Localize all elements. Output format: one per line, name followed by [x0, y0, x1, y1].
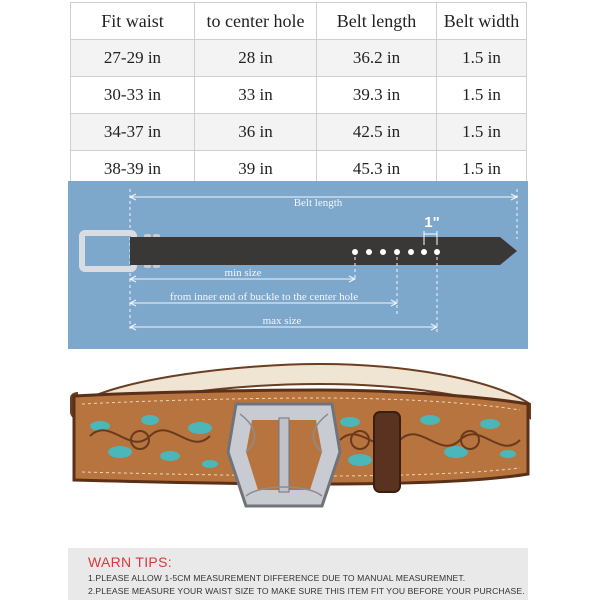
- max-size-label: max size: [262, 315, 302, 327]
- warn-tip-1: 1.PLEASE ALLOW 1-5CM MEASUREMENT DIFFERENCE DUE TO MANUAL MEASUREMNET.: [88, 573, 466, 583]
- cell-belt-width: 1.5 in: [437, 114, 527, 151]
- cell-belt-length: 42.5 in: [317, 114, 437, 151]
- table-header-row: [71, 3, 527, 40]
- hole-spacing-label: 1": [424, 214, 440, 231]
- table-row: [71, 77, 527, 114]
- belt-product-image: [60, 356, 540, 546]
- cell-belt-length: 39.3 in: [317, 77, 437, 114]
- cell-center-hole: 36 in: [195, 114, 317, 151]
- western-buckle-icon: [228, 404, 340, 506]
- warn-tips-title: WARN TIPS:: [88, 554, 172, 570]
- table-row: [71, 114, 527, 151]
- header-belt-length: Belt length: [317, 3, 437, 40]
- cell-belt-length: 36.2 in: [317, 40, 437, 77]
- center-hole-label: from inner end of buckle to the center hole: [169, 291, 359, 303]
- warn-tip-2: 2.PLEASE MEASURE YOUR WAIST SIZE TO MAKE SURE THIS ITEM FIT YOU BEFORE YOUR PURCHASE.: [88, 586, 525, 596]
- size-chart-table: [70, 2, 527, 188]
- cell-fit-waist: 30-33 in: [71, 77, 195, 114]
- header-belt-width: Belt width: [437, 3, 527, 40]
- cell-center-hole: 39 in: [195, 151, 317, 188]
- warn-tips-panel: [68, 548, 528, 600]
- cell-belt-length: 45.3 in: [317, 151, 437, 188]
- header-fit-waist: Fit waist: [71, 3, 195, 40]
- belt-keeper: [374, 412, 400, 492]
- table-row: [71, 40, 527, 77]
- belt-length-label: Belt length: [293, 197, 343, 209]
- belt-measurement-diagram: [68, 181, 528, 349]
- min-size-label: min size: [224, 267, 262, 279]
- cell-fit-waist: 38-39 in: [71, 151, 195, 188]
- belt-strap: [130, 237, 517, 265]
- cell-belt-width: 1.5 in: [437, 77, 527, 114]
- header-to-center-hole: to center hole: [195, 3, 317, 40]
- cell-belt-width: 1.5 in: [437, 151, 527, 188]
- cell-center-hole: 33 in: [195, 77, 317, 114]
- cell-center-hole: 28 in: [195, 40, 317, 77]
- cell-fit-waist: 34-37 in: [71, 114, 195, 151]
- cell-fit-waist: 27-29 in: [71, 40, 195, 77]
- cell-belt-width: 1.5 in: [437, 40, 527, 77]
